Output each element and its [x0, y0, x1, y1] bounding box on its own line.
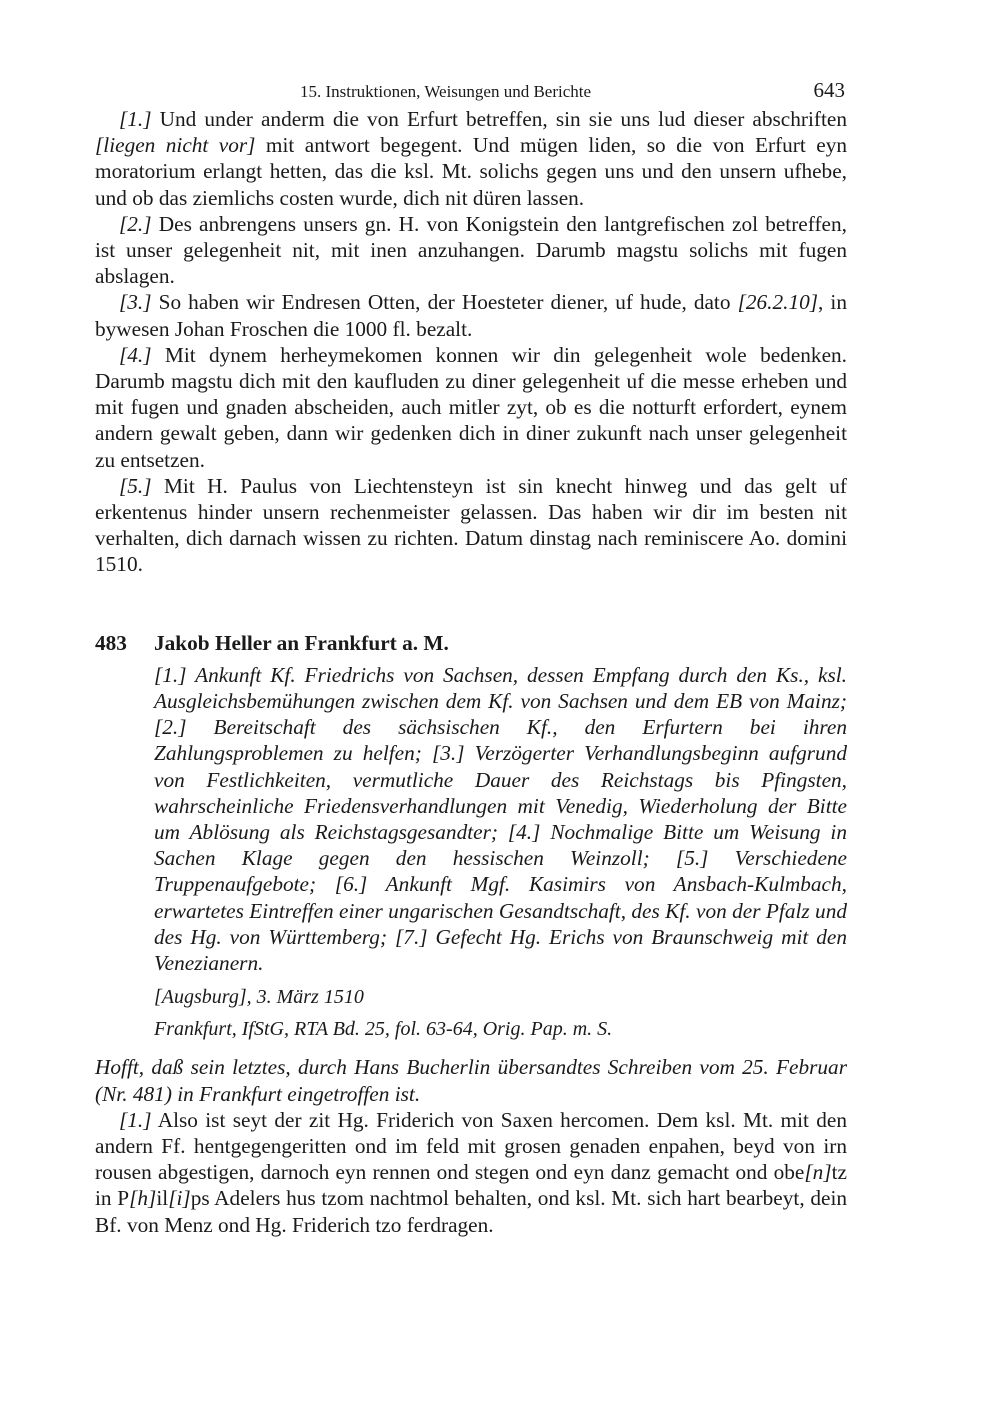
document-page [95, 74, 847, 1238]
text-run: Des anbrengens unsers gn. H. von Konigstein den lantgrefischen zol betreffen, ist unser gelegenheit nit, mit inen anzuhangen. Darumb magstu solichs mit fugen abslagen. [95, 211, 847, 289]
text-run: ps Adelers hus tzom nachtmol behalten, ond ksl. Mt. sich hart bearbeyt, dein Bf. von Menz ond Hg. Friderich tzo ferdragen. [95, 1186, 848, 1237]
paragraph-number: [2.] [119, 211, 152, 236]
editorial-note: [26.2.10] [737, 290, 819, 315]
paragraph [95, 1107, 847, 1238]
text-run: , in bywesen Johan Froschen die 1000 fl. bezalt. [95, 290, 848, 341]
paragraph [95, 342, 847, 473]
paragraph-number: [1.] [119, 107, 152, 131]
editorial-note: [h] [129, 1186, 157, 1211]
text-run: il [156, 1186, 169, 1211]
dateline: [Augsburg], 3. März 1510 [154, 986, 364, 1009]
page-number: 643 [813, 78, 845, 102]
editorial-note: [liegen nicht vor] [95, 133, 256, 158]
text-run: Und under anderm die von Erfurt betreffen, sin sie uns lud dieser abschriften [151, 107, 847, 131]
document-heading [95, 630, 847, 656]
paragraph-number: [5.] [119, 473, 152, 498]
paragraph [95, 473, 847, 578]
paragraph-number: [4.] [119, 342, 152, 367]
document-title: Jakob Heller an Frankfurt a. M. [154, 630, 449, 655]
section-gap [95, 578, 847, 630]
text-run: Also ist seyt der zit Hg. Friderich von Saxen hercomen. Dem ksl. Mt. mit den andern Ff. hentgegengeritten ond im feld mit grosen genaden enpahen, beyd von irn rousen abgestigen, darnoch eyn rennen ond stegen ond eyn danz gemacht ond obe [95, 1107, 847, 1185]
paragraph-number: [3.] [119, 290, 152, 315]
letter-continuation [95, 106, 847, 578]
regest: [1.] Ankunft Kf. Friedrichs von Sachsen, dessen Empfang durch den Ks., ksl. Ausgleichsbemühungen zwischen dem Kf. von Sachsen und dem EB von Mainz; [2.] Bereitschaft des sächsischen Kf., den Erfurtern bei ihren Zahlungsproblemen zu helfen; [3.] Verzögerter Verhandlungsbeginn aufgrund von Festlichkeiten, vermutliche Dauer des Reichstags bis Pfingsten, wahrscheinliche Friedensverhandlungen mit Venedig, Wiederholung der Bitte um Ablösung als Reichstagsgesandter; [4.] Nochmalige Bitte um Weisung in Sachen Klage gegen den hessischen Weinzoll; [5.] Verschiedene Truppenaufgebote; [6.] Ankunft Mgf. Kasimirs von Ansbach-Kulmbach, erwartetes Eintreffen einer ungarischen Gesandtschaft, des Kf. von der Pfalz und des Hg. von Württemberg; [7.] Gefecht Hg. Erichs von Braunschweig mit den Venezianern. [154, 662, 847, 976]
document-number: 483 [95, 630, 127, 655]
document-body [95, 1107, 847, 1238]
text-run: Mit H. Paulus von Liechtensteyn ist sin knecht hinweg und das gelt uf erkentenus hinder unsern rechenmeister gelassen. Das haben wir dir im besten nit verhalten, dich darnach wissen zu richten. Datum dinstag nach reminiscere Ao. domini 1510. [95, 473, 847, 577]
text-run: Mit dynem herheymekomen konnen wir din gelegenheit wole bedenken. Darumb magstu dich mit den kaufluden zu diner gelegenheit uf die messe erheben und mit fugen und gnaden abscheiden, auch mitler zyt, ob es die notturft erfordert, eynem andern gewalt geben, dann wir gedenken dich in diner zukunft nach unser gelegenheit zu entsetzen. [95, 342, 847, 472]
running-title: 15. Instruktionen, Weisungen und Berichte [300, 82, 592, 101]
paragraph [95, 211, 847, 290]
editorial-note: [n] [804, 1160, 832, 1185]
text-run: So haben wir Endresen Otten, der Hoesteter diener, uf hude, dato [151, 290, 738, 315]
paragraph [95, 289, 847, 341]
paragraph-number: [1.] [119, 1107, 152, 1132]
paragraph [95, 106, 847, 211]
editorial-note: [i] [168, 1186, 191, 1211]
text-run: mit antwort begegent. Und mügen liden, so die von Erfurt eyn moratorium erlangt hetten, das die ksl. Mt. solichs gegen uns und den unsern ufhebe, und ob das ziemlichs costen wurde, dich nit düren lassen. [95, 133, 847, 210]
summary: Hofft, daß sein letztes, durch Hans Bucherlin übersandtes Schreiben vom 25. Februar (Nr. 481) in Frankfurt eingetroffen ist. [95, 1055, 847, 1106]
source-note: Frankfurt, IfStG, RTA Bd. 25, fol. 63-64, Orig. Pap. m. S. [154, 1018, 613, 1041]
text-run: tz in P [95, 1160, 847, 1211]
running-head [95, 74, 847, 106]
